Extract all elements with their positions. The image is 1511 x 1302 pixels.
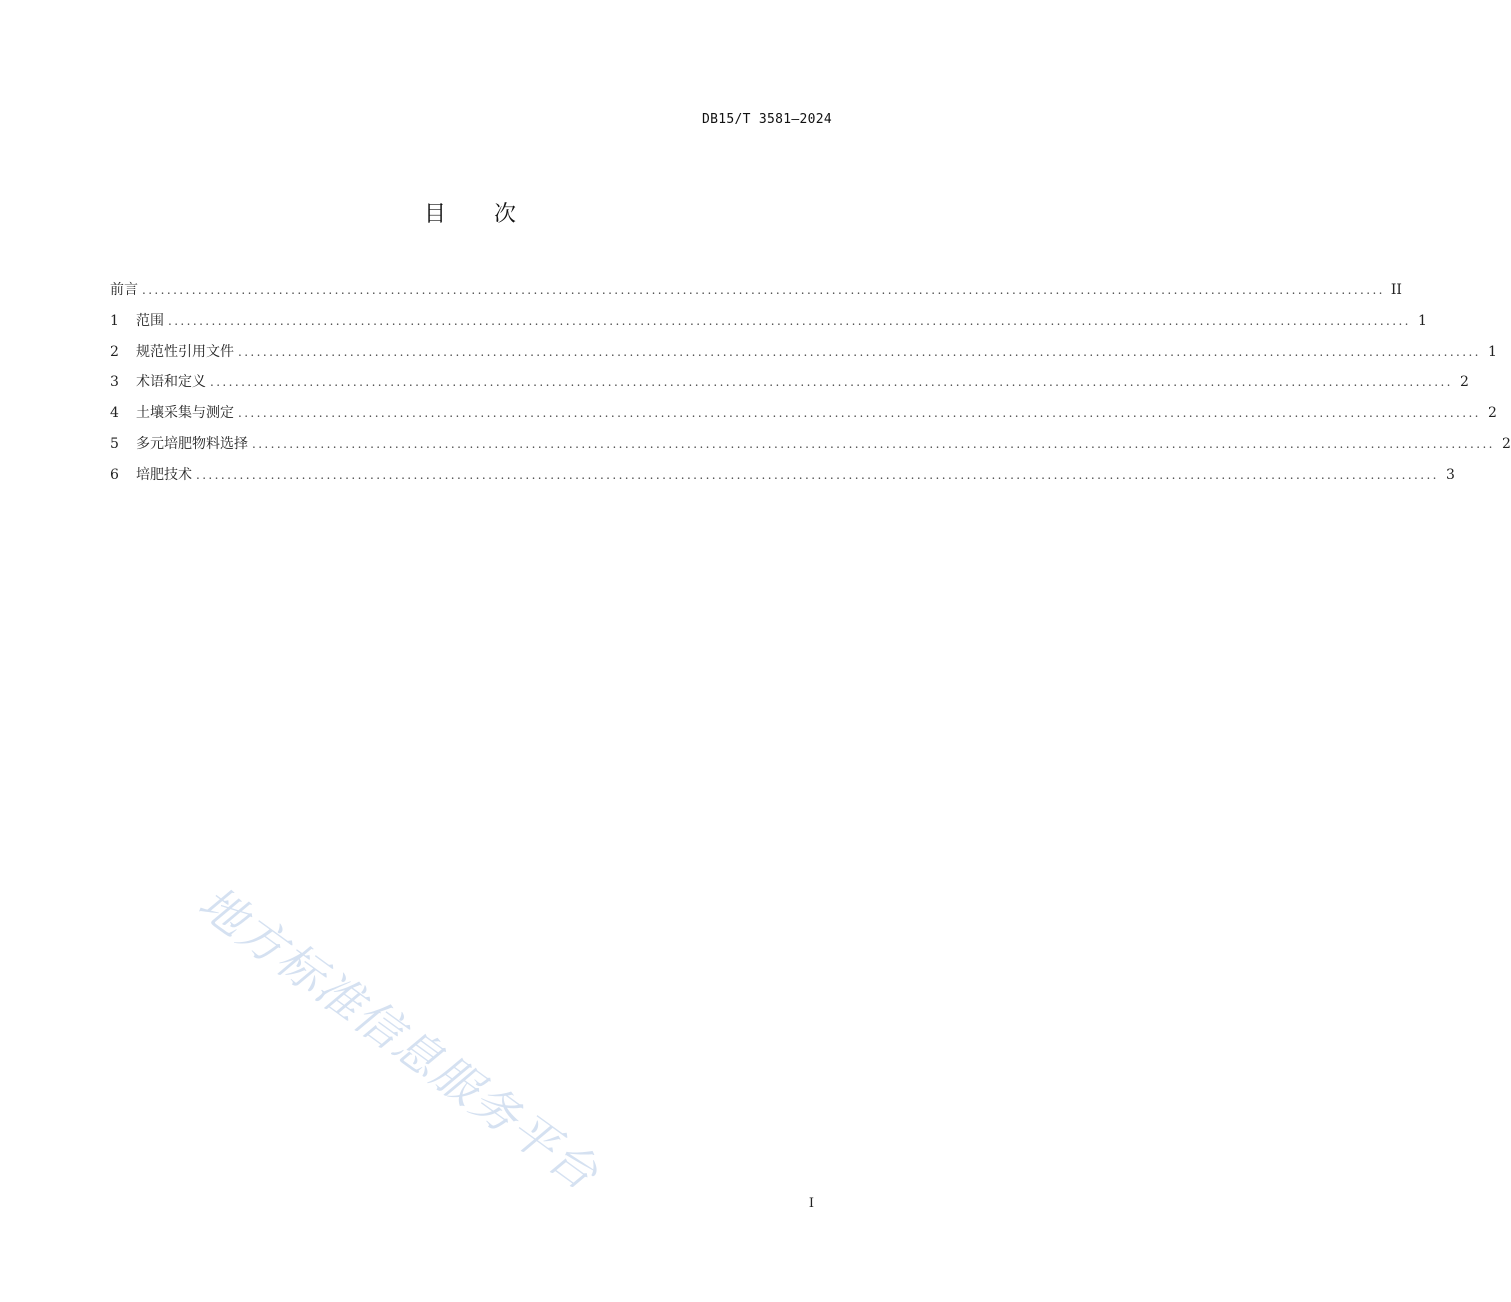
toc-entry-label: 前言 xyxy=(110,282,138,298)
toc-entry-2[interactable] xyxy=(110,342,1497,373)
toc-entry-page: 2 xyxy=(1487,405,1497,422)
dot-leader: ........................................................................................................................................................................................................ xyxy=(168,313,1411,328)
toc-title-char-1: 目 xyxy=(423,202,446,227)
toc-entry-label: 培肥技术 xyxy=(136,466,192,483)
toc-entry-number: 4 xyxy=(110,405,119,422)
dot-leader: ........................................................................................................................................................................................................ xyxy=(252,436,1495,451)
dot-leader: ........................................................................................................................................................................................................ xyxy=(196,467,1439,482)
toc-entry-page: II xyxy=(1390,282,1402,298)
toc-title-char-2: 次 xyxy=(494,202,517,227)
toc-entry-number: 3 xyxy=(110,374,119,391)
page-number: I xyxy=(808,1196,814,1211)
dot-leader: ........................................................................................................................................................................................................ xyxy=(238,344,1481,359)
toc-entry-label: 术语和定义 xyxy=(136,374,206,391)
toc-entry-number: 5 xyxy=(110,435,119,452)
toc-entry-page: 2 xyxy=(1501,435,1511,452)
toc-entry-number: 2 xyxy=(110,343,119,360)
toc-entry-number: 1 xyxy=(110,312,119,329)
toc-title xyxy=(0,197,940,228)
toc-entry-number: 6 xyxy=(110,466,119,483)
toc-list xyxy=(110,280,1511,496)
document-code: DB15/T 3581—2024 xyxy=(701,112,832,127)
toc-entry-label: 土壤采集与测定 xyxy=(136,405,234,422)
dot-leader: ........................................................................................................................................................................................................ xyxy=(210,375,1453,390)
dot-leader: ........................................................................................................................................................................................................ xyxy=(142,283,1385,297)
watermark: 地方标准信息服务平台 xyxy=(188,875,610,1202)
toc-entry-page: 1 xyxy=(1417,312,1427,329)
toc-entry-label: 多元培肥物料选择 xyxy=(136,435,248,452)
toc-entry-page: 3 xyxy=(1445,466,1455,483)
toc-entry-foreword[interactable] xyxy=(110,280,1402,311)
toc-entry-page: 1 xyxy=(1487,343,1497,360)
toc-entry-page: 2 xyxy=(1459,374,1469,391)
toc-entry-5[interactable] xyxy=(110,434,1511,465)
toc-entry-label: 规范性引用文件 xyxy=(136,343,234,360)
toc-entry-1[interactable] xyxy=(110,311,1427,342)
dot-leader: ........................................................................................................................................................................................................ xyxy=(238,406,1481,421)
toc-entry-label: 范围 xyxy=(136,312,164,329)
toc-entry-4[interactable] xyxy=(110,403,1497,434)
toc-entry-3[interactable] xyxy=(110,372,1469,403)
toc-entry-6[interactable] xyxy=(110,465,1455,496)
